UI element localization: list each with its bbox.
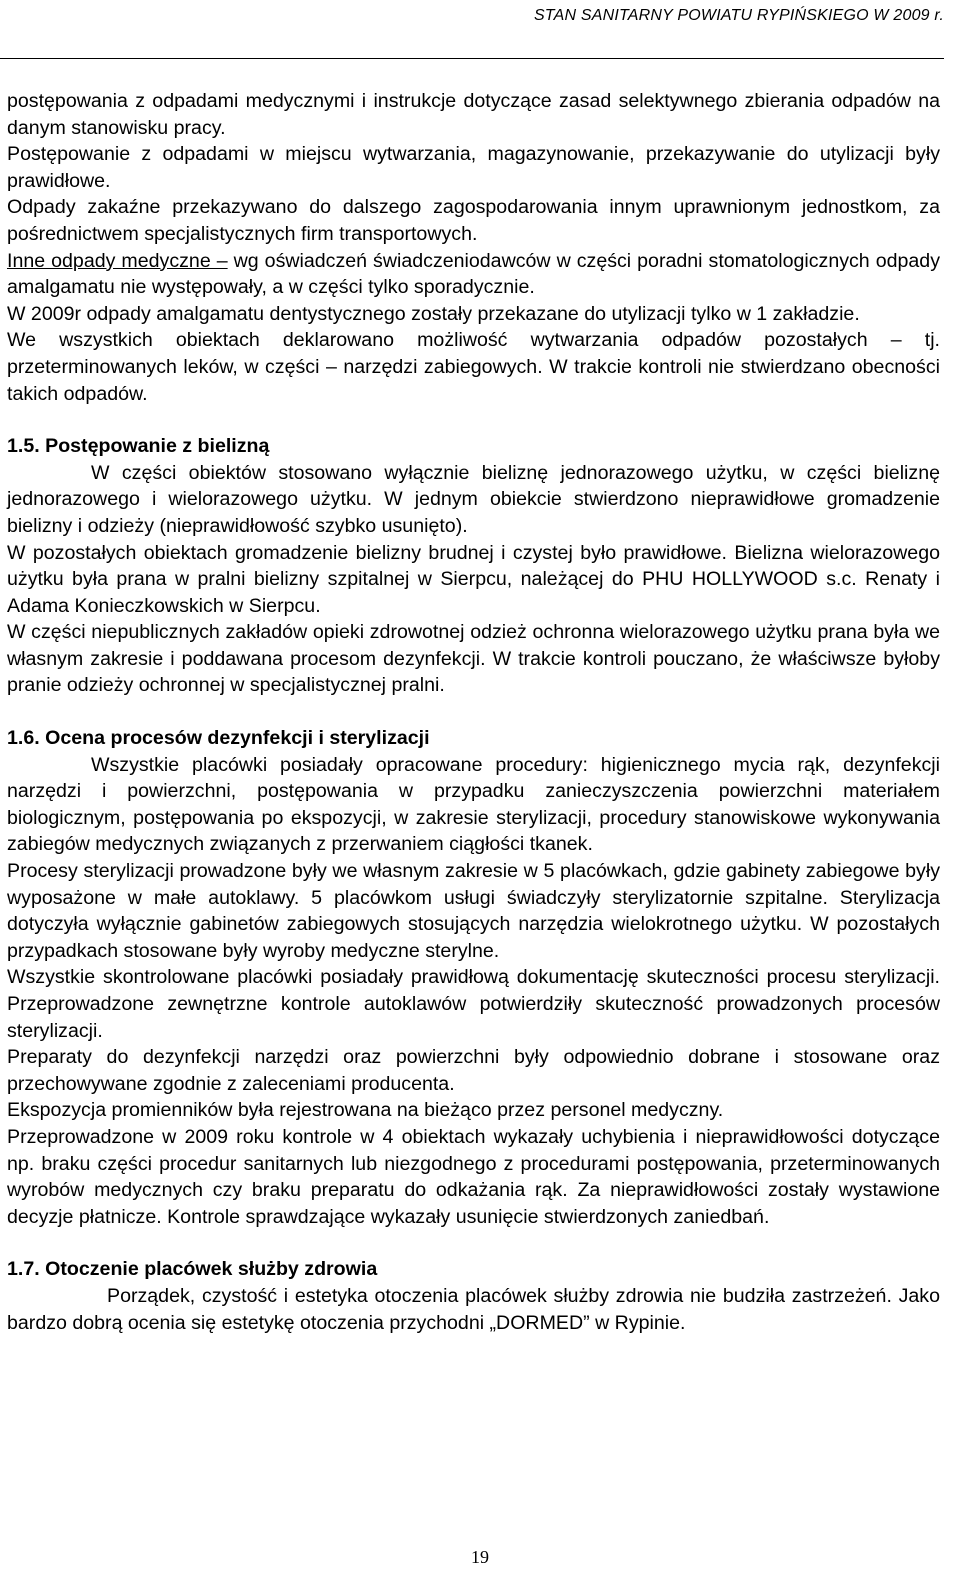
section-heading-1-5: 1.5. Postępowanie z bielizną: [7, 435, 270, 458]
page-number: 19: [471, 1547, 489, 1567]
paragraph: [7, 248, 940, 301]
section-heading-1-6: 1.6. Ocena procesów dezynfekcji i sterylizacji: [7, 727, 430, 750]
paragraph: Wszystkie skontrolowane placówki posiadały prawidłową dokumentację skuteczności procesu sterylizacji. Przeprowadzone zewnętrzne kontrole autoklawów potwierdziły skuteczność prowadzonych procesów sterylizacji.: [7, 966, 940, 1042]
section-heading-1-7: 1.7. Otoczenie placówek służby zdrowia: [7, 1258, 378, 1281]
spacer: [7, 407, 940, 433]
paragraph: Porządek, czystość i estetyka otoczenia placówek służby zdrowia nie budziła zastrzeżeń. Jako bardzo dobrą ocenia się estetykę otoczenia przychodni „DORMED” w Rypinie.: [7, 1284, 940, 1334]
spacer: [7, 699, 940, 725]
paragraph: Przeprowadzone w 2009 roku kontrole w 4 obiektach wykazały uchybienia i nieprawidłowości dotyczące np. braku części procedur sanitarnych lub niezgodnego z procedurami postępowania, przeterminowanych wyrobów medycznych czy braku preparatu do odkażania rąk. Za nieprawidłowości zostały wystawione decyzje płatnicze. Kontrole sprawdzające wykazały usunięcie stwierdzonych zaniedbań.: [7, 1125, 940, 1228]
running-header: STAN SANITARNY POWIATU RYPIŃSKIEGO W 2009 r.: [533, 7, 944, 24]
document-body: [7, 88, 940, 1336]
header-rule: [0, 58, 944, 59]
paragraph: W części obiektów stosowano wyłącznie bieliznę jednorazowego użytku, w części bieliznę jednorazowego i wielorazowego użytku. W jednym obiekcie stwierdzono nieprawidłowe gromadzenie bielizny i odzieży (nieprawidłowość szybko usunięto).: [7, 461, 940, 537]
paragraph: Procesy sterylizacji prowadzone były we własnym zakresie w 5 placówkach, gdzie gabinety zabiegowe były wyposażone w małe autoklawy. 5 placówkom usługi świadczyły sterylizatornie szpitalne. Sterylizacja dotyczyła wyłącznie gabinetów zabiegowych stosujących narzędzia wielokrotnego użytku. W pozostałych przypadkach stosowane były wyroby medyczne sterylne.: [7, 860, 940, 962]
paragraph: Preparaty do dezynfekcji narzędzi oraz powierzchni były odpowiednio dobrane i stosowane oraz przechowywane zgodnie z zaleceniami producenta.: [7, 1046, 940, 1095]
spacer: [7, 1230, 940, 1256]
paragraph: W pozostałych obiektach gromadzenie bielizny brudnej i czystej było prawidłowe. Bielizna wielorazowego użytku była prana w pralni bielizny szpitalnej w Sierpcu, należącej do PHU HOLLYWOOD s.c. Renaty i Adama Konieczkowskich w Sierpcu.: [7, 541, 940, 617]
paragraph-text: wg oświadczeń świadczeniodawców w części poradni stomatologicznych odpady amalgamatu nie występowały, a w części tylko sporadycznie.: [7, 249, 940, 299]
paragraph: W części niepublicznych zakładów opieki zdrowotnej odzież ochronna wielorazowego użytku prana była we własnym zakresie i poddawana procesom dezynfekcji. W trakcie kontroli pouczano, że właściwsze byłoby pranie odzieży ochronnej w specjalistycznej pralni.: [7, 621, 940, 697]
paragraph: W 2009r odpady amalgamatu dentystycznego zostały przekazane do utylizacji tylko w 1 zakładzie.: [7, 302, 860, 325]
paragraph: Postępowanie z odpadami w miejscu wytwarzania, magazynowanie, przekazywanie do utylizacji były prawidłowe.: [7, 143, 940, 192]
paragraph: Wszystkie placówki posiadały opracowane procedury: higienicznego mycia rąk, dezynfekcji narzędzi i powierzchni, postępowania w przypadku zanieczyszczenia powierzchni materiałem biologicznym, postępowania po ekspozycji, w zakresie sterylizacji, procedury stanowiskowe wykonywania zabiegów medycznych związanych z przerwaniem ciągłości tkanek.: [7, 753, 940, 856]
paragraph: Odpady zakaźne przekazywano do dalszego zagospodarowania innym uprawnionym jednostkom, za pośrednictwem specjalistycznych firm transportowych.: [7, 196, 940, 245]
paragraph: We wszystkich obiektach deklarowano możliwość wytwarzania odpadów pozostałych – tj. przeterminowanych leków, w części – narzędzi zabiegowych. W trakcie kontroli nie stwierdzano obecności takich odpadów.: [7, 329, 940, 405]
paragraph: postępowania z odpadami medycznymi i instrukcje dotyczące zasad selektywnego zbierania odpadów na danym stanowisku pracy.: [7, 90, 940, 139]
underlined-phrase: Inne odpady medyczne –: [7, 249, 228, 272]
paragraph: Ekspozycja promienników była rejestrowana na bieżąco przez personel medyczny.: [7, 1099, 724, 1122]
